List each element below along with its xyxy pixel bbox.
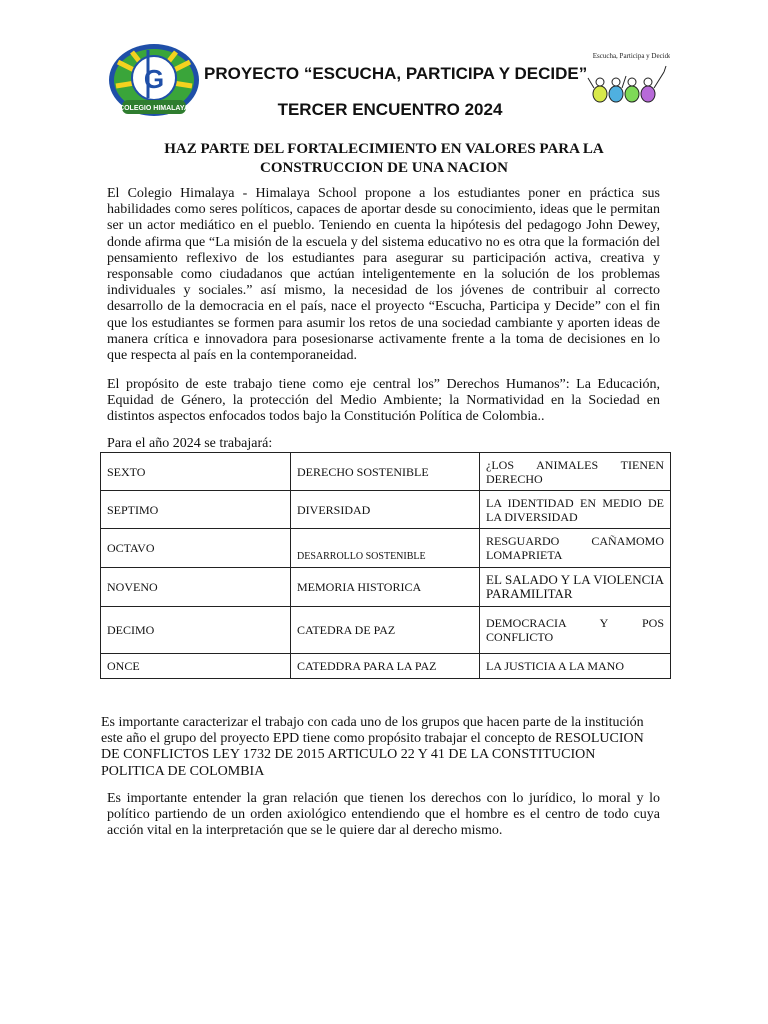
table-row [101,491,671,529]
importance-paragraph: Es importante caracterizar el trabajo con cada uno de los grupos que hacen parte de la institución este año el grupo del proyecto EPD tiene como propósito trabajar el concepto de RESOLUCION DE CONFLICTOS LEY 1732 DE 2015 ARTICULO 22 Y 41 DE LA CONSTITUCION POLITICA DE COLOMBIA [101,715,644,779]
topic-cell: DIVERSIDAD [291,491,480,529]
topic-cell: DERECHO SOSTENIBLE [291,453,480,491]
logo-left-label: COLEGIO HIMALAYA [119,105,189,112]
theme-cell: ¿LOS ANIMALES TIENEN DERECHO [480,453,671,491]
year-intro-text: Para el año 2024 se trabajará: [107,436,273,451]
table-row [101,529,671,568]
topic-cell: CATEDDRA PARA LA PAZ [291,654,480,679]
theme-cell: LA IDENTIDAD EN MEDIO DE LA DIVERSIDAD [480,491,671,529]
grade-cell: OCTAVO [101,529,291,568]
theme-cell: DEMOCRACIA Y POS CONFLICTO [480,607,671,654]
table-row [101,654,671,679]
topic-cell: CATEDRA DE PAZ [291,607,480,654]
topic-cell: MEMORIA HISTORICA [291,568,480,607]
svg-text:G: G [143,64,165,94]
purpose-paragraph: El propósito de este trabajo tiene como eje central los” Derechos Humanos”: La Educación, Equidad de Género, la protección del Medio Ambiente; la Normatividad en la Sociedad en distintos aspectos enfocados todos bajo la Constitución Política de Colombia.. [107,377,660,425]
grade-cell: SEXTO [101,453,291,491]
project-title: PROYECTO “ESCUCHA, PARTICIPA Y DECIDE” [204,64,588,83]
event-subtitle: TERCER ENCUENTRO 2024 [277,100,503,119]
table-row [101,568,671,607]
table-row [101,453,671,491]
topic-cell: DESARROLLO SOSTENIBLE [291,529,480,568]
grades-table [100,452,671,679]
table-row [101,607,671,654]
grade-cell: SEPTIMO [101,491,291,529]
theme-cell: EL SALADO Y LA VIOLENCIA PARAMILITAR [480,568,671,607]
intro-paragraph: El Colegio Himalaya - Himalaya School propone a los estudiantes poner en práctica sus habilidades como seres políticos, capaces de aportar desde su conocimiento, ideas que le permitan ser un actor mediático en el pueblo. Teniendo en cuenta la hipótesis del pedagogo John Dewey, donde afirma que “La misión de la escuela y del sistema educativo no es otra que la formación del pensamiento reflexivo de los estudiantes para asegurar su participación activa, creativa y responsable como ciudadanos que actúan inteligentemente en la solución de los problemas individuales y sociales.” así mismo, la necesidad de los jóvenes de contribuir al correcto desarrollo de la democracia en el país, nace el proyecto “Escucha, Participa y Decide” con el fin que los estudiantes se formen para asumir los retos de una sociedad cambiante y aporten ideas de manera crítica e innovadora para posesionarse activamente frente a la toma de decisiones en lo que respecta al país en la contemporaneidad. [107,186,660,364]
theme-cell: RESGUARDO CAÑAMOMO LOMAPRIETA [480,529,671,568]
project-logo [586,48,670,112]
grade-cell: DECIMO [101,607,291,654]
theme-cell: LA JUSTICIA A LA MANO [480,654,671,679]
closing-paragraph: Es importante entender la gran relación que tienen los derechos con lo jurídico, lo moral y lo político partiendo de un orden axiológico entendiendo que el hombre es el centro de todo cuya acción vital en la interpretación que se le quiere dar al derecho mismo. [107,791,660,839]
logo-right-label: Escucha, Participa y Decide [592,52,670,60]
grade-cell: NOVENO [101,568,291,607]
grade-cell: ONCE [101,654,291,679]
section-heading: HAZ PARTE DEL FORTALECIMIENTO EN VALORES PARA LA CONSTRUCCION DE UNA NACION [164,141,604,176]
school-logo [108,42,200,118]
